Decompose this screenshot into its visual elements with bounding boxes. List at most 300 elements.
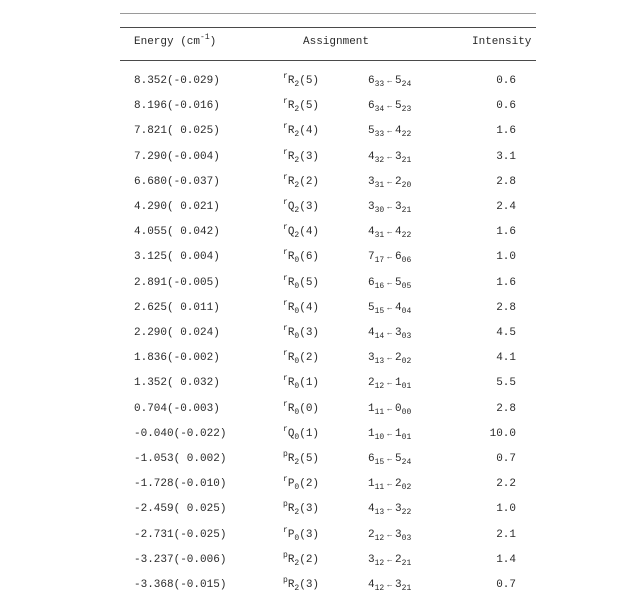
energy-value: 4.055( 0.042): [134, 226, 220, 239]
table-row: [0, 527, 635, 547]
intensity-value: 0.6: [496, 75, 516, 87]
branch-subscript: 2: [294, 80, 300, 89]
branch-letter: R: [287, 503, 295, 516]
transition: [368, 174, 411, 191]
transition: [368, 451, 411, 468]
branch-label: [283, 174, 319, 190]
energy-value: 1.836(-0.002): [134, 352, 220, 365]
branch-subscript: 0: [294, 306, 300, 316]
transition: [368, 527, 411, 544]
upper-level-k: 14: [374, 332, 385, 341]
branch-argument: (5): [299, 276, 320, 289]
branch-prefix: r: [283, 223, 288, 233]
branch-prefix: p: [283, 500, 288, 510]
branch-label: [283, 577, 319, 593]
energy-value: -1.728(-0.010): [134, 478, 227, 491]
table-top-rule: [120, 13, 536, 14]
energy-value: 3.125( 0.004): [134, 251, 220, 264]
branch-label: [283, 325, 319, 341]
upper-level-j: 6: [368, 100, 375, 113]
upper-level-k: 32: [374, 155, 385, 165]
intensity-value: 1.6: [496, 276, 516, 289]
lower-level-j: 3: [395, 327, 402, 339]
table-row: [0, 174, 635, 194]
branch-subscript: 0: [294, 483, 300, 493]
branch-subscript: 0: [294, 332, 300, 341]
energy-value: 0.704(-0.003): [134, 402, 220, 415]
upper-level-j: 3: [368, 352, 375, 365]
left-arrow-icon: ←: [387, 404, 393, 414]
intensity-value: 1.4: [496, 553, 516, 566]
table-row: [0, 224, 635, 244]
branch-prefix: r: [283, 475, 288, 485]
upper-level-j: 2: [368, 528, 375, 541]
lower-level-j: 5: [395, 75, 402, 87]
upper-level-j: 7: [368, 251, 375, 264]
transition: [368, 275, 411, 292]
lower-level-k: 20: [401, 180, 412, 190]
left-arrow-icon: ←: [387, 102, 393, 112]
upper-level-j: 5: [368, 301, 375, 314]
branch-subscript: 2: [294, 105, 300, 115]
energy-value: 8.352(-0.029): [134, 75, 220, 87]
left-arrow-icon: ←: [387, 77, 393, 86]
branch-subscript: 0: [294, 281, 300, 291]
lower-level-j: 2: [395, 352, 402, 365]
upper-level-j: 6: [368, 75, 375, 87]
branch-subscript: 2: [294, 508, 300, 518]
upper-level-k: 11: [374, 407, 385, 417]
lower-level-j: 5: [395, 100, 402, 113]
branch-subscript: 2: [294, 180, 300, 190]
branch-subscript: 2: [294, 130, 300, 140]
upper-level-j: 3: [368, 553, 375, 566]
table-row: [0, 401, 635, 421]
branch-subscript: 0: [294, 357, 300, 367]
energy-value: -3.368(-0.015): [134, 579, 227, 591]
table-row: [0, 375, 635, 395]
left-arrow-icon: ←: [387, 379, 393, 389]
branch-argument: (3): [299, 528, 320, 541]
lower-level-j: 4: [395, 226, 402, 239]
lower-level-j: 1: [395, 427, 402, 440]
energy-value: -2.459( 0.025): [134, 503, 227, 516]
lower-level-k: 23: [401, 105, 412, 115]
branch-label: [283, 375, 319, 391]
left-arrow-icon: ←: [387, 152, 393, 162]
lower-level-k: 21: [401, 155, 412, 165]
energy-value: -0.040(-0.022): [134, 427, 227, 440]
branch-letter: R: [287, 100, 295, 113]
branch-argument: (2): [299, 352, 320, 365]
branch-prefix: r: [283, 172, 288, 182]
table-row: [0, 325, 635, 345]
branch-argument: (3): [299, 579, 320, 591]
upper-level-k: 33: [374, 80, 385, 89]
upper-level-k: 34: [374, 105, 385, 115]
upper-level-k: 10: [374, 432, 385, 442]
header-energy-exponent: -1: [200, 33, 210, 42]
transition: [368, 552, 411, 569]
branch-label: [283, 501, 319, 517]
left-arrow-icon: ←: [387, 253, 393, 263]
lower-level-k: 01: [401, 432, 412, 442]
branch-letter: Q: [287, 427, 295, 440]
branch-argument: (3): [299, 327, 320, 339]
transition: [368, 249, 411, 266]
table-header-rule: [120, 60, 536, 61]
branch-argument: (4): [299, 226, 320, 239]
branch-letter: R: [287, 175, 295, 188]
branch-subscript: 2: [294, 458, 300, 467]
lower-level-k: 21: [401, 206, 412, 215]
branch-prefix: r: [283, 298, 288, 308]
table-row: [0, 426, 635, 446]
intensity-value: 4.1: [496, 352, 516, 365]
branch-subscript: 0: [294, 256, 300, 266]
branch-argument: (1): [299, 377, 320, 390]
upper-level-k: 12: [374, 558, 385, 568]
left-arrow-icon: ←: [387, 354, 393, 364]
left-arrow-icon: ←: [387, 278, 393, 288]
transition: [368, 375, 411, 392]
lower-level-k: 24: [401, 80, 412, 89]
left-arrow-icon: ←: [387, 203, 393, 212]
lower-level-j: 3: [395, 150, 402, 163]
lower-level-k: 03: [401, 533, 412, 543]
lower-level-j: 0: [395, 402, 402, 415]
upper-level-k: 17: [374, 256, 385, 266]
lower-level-k: 22: [401, 231, 412, 241]
upper-level-j: 4: [368, 503, 375, 516]
transition: [368, 73, 411, 90]
table-row: [0, 275, 635, 295]
intensity-value: 10.0: [489, 427, 516, 440]
branch-prefix: r: [283, 248, 288, 258]
upper-level-k: 13: [374, 508, 385, 518]
intensity-value: 2.8: [496, 175, 516, 188]
upper-level-j: 1: [368, 427, 375, 440]
upper-level-j: 3: [368, 175, 375, 188]
upper-level-k: 31: [374, 231, 385, 241]
branch-label: [283, 476, 319, 492]
lower-level-j: 6: [395, 251, 402, 264]
intensity-value: 2.2: [496, 478, 516, 491]
branch-prefix: r: [283, 324, 288, 333]
lower-level-k: 06: [401, 256, 412, 266]
branch-subscript: 2: [294, 206, 300, 215]
lower-level-j: 2: [395, 553, 402, 566]
upper-level-j: 4: [368, 226, 375, 239]
intensity-value: 5.5: [496, 377, 516, 390]
branch-argument: (3): [299, 201, 320, 213]
lower-level-k: 02: [401, 357, 412, 367]
branch-prefix: p: [283, 450, 288, 459]
upper-level-j: 4: [368, 579, 375, 591]
branch-letter: R: [287, 150, 295, 163]
table-row: [0, 300, 635, 320]
left-arrow-icon: ←: [387, 429, 393, 439]
table-row: [0, 552, 635, 572]
upper-level-k: 11: [374, 483, 385, 493]
lower-level-k: 02: [401, 483, 412, 493]
transition: [368, 501, 411, 518]
branch-label: [283, 73, 319, 89]
intensity-value: 2.4: [496, 201, 516, 213]
energy-value: 6.680(-0.037): [134, 175, 220, 188]
branch-prefix: r: [283, 399, 288, 409]
branch-subscript: 2: [294, 584, 300, 593]
left-arrow-icon: ←: [387, 303, 393, 313]
transition: [368, 401, 411, 418]
table-row: [0, 476, 635, 496]
lower-level-k: 22: [401, 508, 412, 518]
branch-prefix: r: [283, 122, 288, 132]
lower-level-j: 4: [395, 125, 402, 138]
branch-letter: R: [287, 327, 295, 339]
branch-letter: R: [287, 352, 295, 365]
branch-label: [283, 275, 319, 291]
left-arrow-icon: ←: [387, 127, 393, 137]
branch-argument: (2): [299, 478, 320, 491]
intensity-value: 1.6: [496, 226, 516, 239]
left-arrow-icon: ←: [387, 480, 393, 490]
lower-level-j: 3: [395, 503, 402, 516]
branch-argument: (3): [299, 150, 320, 163]
table-top-rule-2: [120, 27, 536, 28]
upper-level-k: 12: [374, 584, 385, 593]
left-arrow-icon: ←: [387, 581, 393, 590]
branch-label: [283, 199, 319, 215]
branch-letter: R: [287, 402, 295, 415]
upper-level-k: 30: [374, 206, 385, 215]
lower-level-j: 2: [395, 478, 402, 491]
upper-level-j: 6: [368, 276, 375, 289]
lower-level-k: 21: [401, 584, 412, 593]
branch-prefix: p: [283, 550, 288, 560]
upper-level-j: 2: [368, 377, 375, 390]
branch-label: [283, 224, 319, 240]
header-energy-label: Energy (cm: [134, 36, 201, 48]
branch-prefix: r: [283, 147, 288, 157]
branch-label: [283, 527, 319, 543]
header-energy: [134, 33, 217, 48]
branch-prefix: r: [283, 374, 288, 384]
lower-level-j: 3: [395, 528, 402, 541]
branch-label: [283, 123, 319, 139]
energy-value: 1.352( 0.032): [134, 377, 220, 390]
lower-level-j: 3: [395, 201, 402, 213]
lower-level-j: 3: [395, 579, 402, 591]
left-arrow-icon: ←: [387, 530, 393, 540]
lower-level-j: 4: [395, 301, 402, 314]
table-row: [0, 199, 635, 219]
intensity-value: 0.6: [496, 100, 516, 113]
branch-letter: R: [287, 276, 295, 289]
header-intensity: Intensity: [472, 36, 532, 48]
intensity-value: 1.6: [496, 125, 516, 138]
branch-label: [283, 350, 319, 366]
branch-letter: R: [287, 125, 295, 138]
transition: [368, 426, 411, 443]
transition: [368, 325, 411, 342]
energy-value: 7.821( 0.025): [134, 125, 220, 138]
branch-prefix: r: [283, 349, 288, 359]
intensity-value: 2.1: [496, 528, 516, 541]
table-row: [0, 350, 635, 370]
branch-argument: (5): [299, 453, 320, 465]
transition: [368, 350, 411, 367]
branch-argument: (4): [299, 301, 320, 314]
branch-argument: (4): [299, 125, 320, 138]
branch-subscript: 0: [294, 432, 300, 442]
energy-value: 2.290( 0.024): [134, 327, 220, 339]
upper-level-j: 5: [368, 125, 375, 138]
energy-value: -3.237(-0.006): [134, 553, 227, 566]
lower-level-j: 5: [395, 453, 402, 465]
lower-level-k: 05: [401, 281, 412, 291]
branch-letter: P: [287, 478, 295, 491]
table-row: [0, 577, 635, 597]
lower-level-j: 5: [395, 276, 402, 289]
energy-value: 4.290( 0.021): [134, 201, 220, 213]
branch-prefix: r: [283, 198, 288, 207]
table-row: [0, 123, 635, 143]
branch-label: [283, 98, 319, 114]
upper-level-k: 31: [374, 180, 385, 190]
branch-letter: R: [287, 75, 295, 87]
intensity-value: 1.0: [496, 251, 516, 264]
transition: [368, 98, 411, 115]
lower-level-j: 1: [395, 377, 402, 390]
intensity-value: 3.1: [496, 150, 516, 163]
upper-level-j: 3: [368, 201, 375, 213]
left-arrow-icon: ←: [387, 505, 393, 515]
left-arrow-icon: ←: [387, 329, 393, 338]
branch-prefix: r: [283, 273, 288, 283]
left-arrow-icon: ←: [387, 455, 393, 464]
transition: [368, 224, 411, 241]
branch-label: [283, 401, 319, 417]
branch-prefix: r: [283, 525, 288, 535]
branch-subscript: 0: [294, 382, 300, 392]
branch-label: [283, 426, 319, 442]
branch-prefix: r: [283, 424, 288, 434]
table-row: [0, 249, 635, 269]
branch-subscript: 2: [294, 231, 300, 241]
lower-level-k: 21: [401, 558, 412, 568]
energy-value: -2.731(-0.025): [134, 528, 227, 541]
branch-argument: (5): [299, 100, 320, 113]
upper-level-j: 4: [368, 327, 375, 339]
upper-level-j: 4: [368, 150, 375, 163]
table-row: [0, 73, 635, 93]
left-arrow-icon: ←: [387, 555, 393, 565]
upper-level-k: 13: [374, 357, 385, 367]
branch-prefix: p: [283, 576, 288, 585]
header-energy-close: ): [209, 36, 217, 48]
upper-level-j: 6: [368, 453, 375, 465]
branch-letter: Q: [287, 226, 295, 239]
left-arrow-icon: ←: [387, 177, 393, 187]
branch-label: [283, 149, 319, 165]
branch-argument: (5): [299, 75, 320, 87]
upper-level-k: 15: [374, 306, 385, 316]
intensity-value: 1.0: [496, 503, 516, 516]
branch-argument: (1): [299, 427, 320, 440]
lower-level-j: 2: [395, 175, 402, 188]
lower-level-k: 04: [401, 306, 412, 316]
energy-value: 2.625( 0.011): [134, 301, 220, 314]
transition: [368, 577, 411, 594]
branch-prefix: r: [283, 97, 288, 107]
intensity-value: 4.5: [496, 327, 516, 339]
branch-letter: R: [287, 301, 295, 314]
transition: [368, 300, 411, 317]
header-assignment: Assignment: [303, 36, 370, 48]
energy-value: 7.290(-0.004): [134, 150, 220, 163]
table-row: [0, 451, 635, 471]
intensity-value: 2.8: [496, 402, 516, 415]
lower-level-k: 24: [401, 458, 412, 467]
intensity-value: 0.7: [496, 453, 516, 465]
table-row: [0, 98, 635, 118]
lower-level-k: 22: [401, 130, 412, 140]
branch-letter: R: [287, 579, 295, 591]
upper-level-k: 16: [374, 281, 385, 291]
energy-value: 2.891(-0.005): [134, 276, 220, 289]
branch-label: [283, 300, 319, 316]
branch-subscript: 0: [294, 533, 300, 543]
branch-prefix: r: [283, 72, 288, 81]
transition: [368, 199, 411, 216]
energy-value: -1.053( 0.002): [134, 453, 227, 465]
table-row: [0, 501, 635, 521]
branch-letter: Q: [287, 201, 295, 213]
transition: [368, 476, 411, 493]
branch-argument: (6): [299, 251, 320, 264]
upper-level-k: 12: [374, 382, 385, 392]
branch-letter: R: [287, 553, 295, 566]
upper-level-k: 12: [374, 533, 385, 543]
branch-argument: (0): [299, 402, 320, 415]
intensity-value: 2.8: [496, 301, 516, 314]
branch-letter: R: [287, 453, 295, 465]
lower-level-k: 01: [401, 382, 412, 392]
branch-argument: (2): [299, 553, 320, 566]
upper-level-j: 1: [368, 402, 375, 415]
branch-letter: R: [287, 251, 295, 264]
branch-subscript: 2: [294, 558, 300, 568]
upper-level-j: 1: [368, 478, 375, 491]
left-arrow-icon: ←: [387, 228, 393, 238]
intensity-value: 0.7: [496, 579, 516, 591]
branch-letter: P: [287, 528, 295, 541]
branch-argument: (2): [299, 175, 320, 188]
transition: [368, 149, 411, 166]
branch-label: [283, 552, 319, 568]
transition: [368, 123, 411, 140]
energy-value: 8.196(-0.016): [134, 100, 220, 113]
branch-label: [283, 249, 319, 265]
branch-letter: R: [287, 377, 295, 390]
lower-level-k: 00: [401, 407, 412, 417]
branch-subscript: 2: [294, 155, 300, 165]
table-row: [0, 149, 635, 169]
branch-subscript: 0: [294, 407, 300, 417]
upper-level-k: 33: [374, 130, 385, 140]
branch-argument: (3): [299, 503, 320, 516]
